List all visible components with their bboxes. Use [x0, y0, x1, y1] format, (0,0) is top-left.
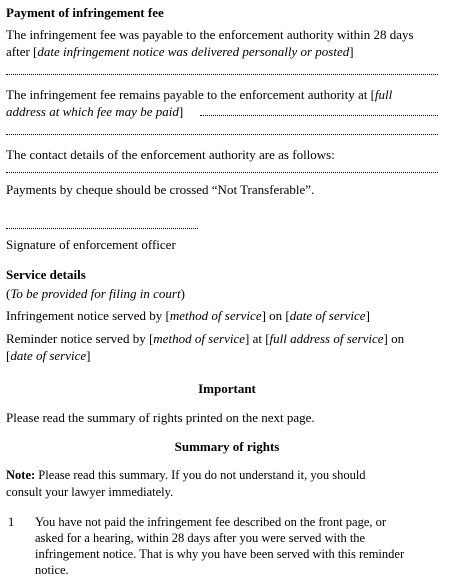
contact-details-text: The contact details of the enforcement authority are as follows: — [6, 147, 335, 162]
remains-payable-line2: address at which fee may be paid] — [6, 104, 184, 119]
payment-text-line2: after [date infringement notice was delivered personally or posted] — [6, 44, 354, 59]
blank-line — [6, 172, 438, 173]
signature-label: Signature of enforcement officer — [6, 237, 176, 252]
important-text: Please read the summary of rights printed on the next page. — [6, 410, 315, 425]
summary-heading: Summary of rights — [174, 439, 280, 454]
reminder-served-line1: Reminder notice served by [method of service] at [full address of service] on — [6, 331, 405, 346]
summary-item-line4: notice. — [35, 563, 69, 577]
summary-item-number: 1 — [8, 515, 15, 529]
summary-item-line2: asked for a hearing, within 28 days after you were served with the — [35, 531, 366, 545]
blank-line — [6, 134, 438, 135]
blank-line — [200, 115, 438, 116]
infringement-served-line: Infringement notice served by [method of service] on [date of service] — [6, 308, 370, 323]
summary-note-line2: consult your lawyer immediately. — [6, 485, 174, 499]
signature-line — [6, 228, 198, 229]
service-subheading: (To be provided for filing in court) — [6, 286, 185, 301]
summary-note-line1: Note: Please read this summary. If you do not understand it, you should — [6, 468, 366, 482]
cheque-text: Payments by cheque should be crossed “Not Transferable”. — [6, 182, 315, 197]
payment-text-line1: The infringement fee was payable to the enforcement authority within 28 days — [6, 27, 414, 42]
important-heading: Important — [198, 381, 256, 396]
remains-payable-line1: The infringement fee remains payable to the enforcement authority at [full — [6, 87, 393, 102]
summary-item-line1: You have not paid the infringement fee described on the front page, or — [35, 515, 387, 529]
summary-item-line3: infringement notice. That is why you have been served with this reminder — [35, 547, 405, 561]
service-heading: Service details — [6, 267, 86, 282]
blank-line — [6, 74, 438, 75]
reminder-served-line2: [date of service] — [6, 348, 91, 363]
payment-heading: Payment of infringement fee — [6, 5, 164, 20]
